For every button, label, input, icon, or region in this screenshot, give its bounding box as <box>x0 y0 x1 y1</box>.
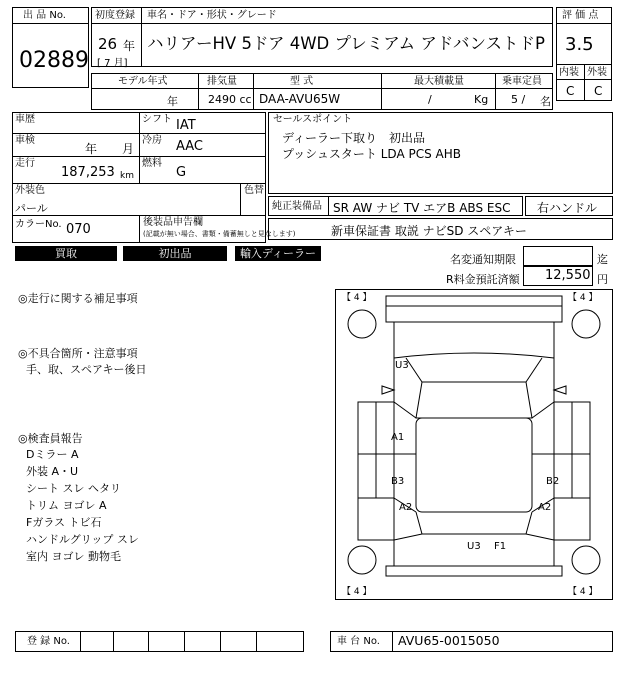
tag-kaitori: 買取 <box>15 246 117 261</box>
right-pillar <box>532 402 554 512</box>
capacity-unit: 名 <box>540 95 551 108</box>
first-reg-label: 初度登録 <box>95 10 135 21</box>
color-no-label: カラーNo. <box>15 219 62 230</box>
capacity: 5 / <box>511 93 526 106</box>
tire-front-right-icon <box>572 310 600 338</box>
repaint-label: 色替 <box>244 185 264 196</box>
interior-label: 内装 <box>559 67 579 78</box>
front-panel <box>386 306 562 322</box>
sales-point-label: セールスポイント <box>273 114 353 125</box>
left-mirror <box>382 386 394 394</box>
roof <box>416 418 532 512</box>
max-load-slash: / <box>428 93 432 106</box>
exterior-grade: C <box>594 84 603 98</box>
defects-text: 手、取、スペアキー後日 <box>26 363 147 376</box>
right-mirror <box>554 386 566 394</box>
recycle-unit: 円 <box>597 273 608 286</box>
mark-b3-left: B3 <box>391 476 405 487</box>
chassis-label: 車 台 No. <box>337 636 380 647</box>
cabin-outline <box>416 382 532 418</box>
tire-label-top-left: 【 4 】 <box>342 293 372 303</box>
ac-label: 冷房 <box>142 135 162 146</box>
score-value: 3.5 <box>565 34 594 55</box>
warranty-line: 新車保証書 取説 ナビSD スペアキー <box>331 224 527 238</box>
tag-import-dealer: 輸入ディーラー <box>235 246 321 261</box>
mark-b2-right: B2 <box>546 476 560 487</box>
car-name: ハリアーHV 5ドア 4WD プレミアム アドバンストドP <box>147 34 546 53</box>
driving-notes-title: ◎走行に関する補足事項 <box>18 292 138 305</box>
name-change-unit: 迄 <box>597 253 608 266</box>
mark-a1-left-door: A1 <box>391 432 405 443</box>
interior-grade: C <box>566 84 575 98</box>
equipment-label: 純正装備品 <box>272 201 322 212</box>
model-year-unit: 年 <box>167 95 178 108</box>
equipment-value: SR AW ナビ TV エアB ABS ESC <box>333 201 511 215</box>
inspector-line-3: シート スレ ヘタリ <box>26 482 121 495</box>
reg-year: 26 <box>98 35 118 53</box>
mark-f1-rear: F1 <box>494 541 507 552</box>
rear-window <box>416 512 532 534</box>
post-install-label: 後装品申告欄 <box>143 217 203 228</box>
displacement: 2490 cc <box>208 93 252 106</box>
tire-label-bottom-left: 【 4 】 <box>342 587 372 597</box>
mileage-label: 走行 <box>15 158 35 169</box>
model-year-label: モデル年式 <box>118 76 168 87</box>
front-bumper <box>386 296 562 306</box>
name-change-box <box>523 246 593 266</box>
rear-bumper <box>386 566 562 576</box>
tire-rear-left-icon <box>348 546 376 574</box>
post-install-note: (記載が無い場合、書類・備蓄無しと見なします) <box>143 230 296 238</box>
fuel-value: G <box>176 165 187 180</box>
model-type-label: 型 式 <box>290 76 314 87</box>
rear-quarter-right <box>554 498 590 540</box>
color-label: 外装色 <box>15 185 45 196</box>
car-info-label: 車名・ドア・形状・グレード <box>147 10 277 21</box>
car-diagram-box <box>335 289 613 600</box>
color-no-value: 070 <box>66 222 91 237</box>
ac-value: AAC <box>176 139 203 154</box>
tag-first-listing: 初出品 <box>123 246 227 261</box>
tire-front-left-icon <box>348 310 376 338</box>
capacity-label: 乗車定員 <box>502 76 542 87</box>
mark-a2-right-rear: A2 <box>538 502 552 513</box>
mark-u3-hood: U3 <box>395 360 409 371</box>
inspection-label: 車検 <box>15 135 35 146</box>
rear-quarter-left <box>358 498 394 540</box>
max-load-label: 最大積載量 <box>414 76 464 87</box>
left-pillar <box>394 402 416 512</box>
bonnet <box>394 322 554 358</box>
windshield <box>406 358 542 382</box>
recycle-label: R料金預託済額 <box>446 273 520 286</box>
inspector-line-4: トリム ヨゴレ A <box>26 499 107 512</box>
chassis-number: AVU65-0015050 <box>398 633 500 648</box>
tire-label-bottom-right: 【 4 】 <box>568 587 598 597</box>
sales-point-line-2: プッシュスタート LDA PCS AHB <box>282 147 461 161</box>
mark-u3-rear: U3 <box>467 541 481 552</box>
inspector-line-2: 外装 A・U <box>26 465 79 478</box>
fuel-label: 燃料 <box>142 158 162 169</box>
mileage-unit: km <box>120 171 134 181</box>
tire-rear-right-icon <box>572 546 600 574</box>
reg-year-unit: 年 <box>123 39 136 53</box>
displacement-label: 排気量 <box>207 76 237 87</box>
exterior-label: 外装 <box>587 67 607 78</box>
inspector-title: ◎検査員報告 <box>18 432 83 445</box>
reg-month: [ 7 月] <box>97 58 128 69</box>
lot-label: 出 品 No. <box>23 10 66 21</box>
inspector-line-7: 室内 ヨゴレ 動物毛 <box>26 550 121 563</box>
inspection-month-unit: 月 <box>122 142 135 156</box>
color-value: パール <box>15 202 48 215</box>
model-type: DAA-AVU65W <box>259 92 341 106</box>
tire-label-top-right: 【 4 】 <box>568 293 598 303</box>
max-load-unit: Kg <box>474 93 489 106</box>
left-fender <box>358 358 394 402</box>
shift-label: シフト <box>142 114 172 125</box>
inspection-year-unit: 年 <box>85 142 98 156</box>
history-label: 車歴 <box>15 114 35 125</box>
mileage-value: 187,253 <box>61 165 115 180</box>
car-diagram <box>336 290 612 599</box>
lot-number: 02889 <box>19 48 89 73</box>
steering-value: 右ハンドル <box>537 201 598 215</box>
shift-value: IAT <box>176 118 196 133</box>
inspector-line-5: Fガラス トビ石 <box>26 516 102 529</box>
score-label: 評 価 点 <box>562 10 599 21</box>
inspector-line-1: Dミラー A <box>26 448 79 461</box>
defects-title: ◎不具合箇所・注意事項 <box>18 347 138 360</box>
name-change-label: 名変通知期限 <box>450 253 516 266</box>
mark-a2-left-rear: A2 <box>399 502 413 513</box>
reg-no-label: 登 録 No. <box>27 636 70 647</box>
right-fender <box>554 358 590 402</box>
inspector-line-6: ハンドルグリップ スレ <box>26 533 139 546</box>
sales-point-line-1: ディーラー下取り 初出品 <box>282 131 426 145</box>
recycle-value: 12,550 <box>545 268 591 283</box>
